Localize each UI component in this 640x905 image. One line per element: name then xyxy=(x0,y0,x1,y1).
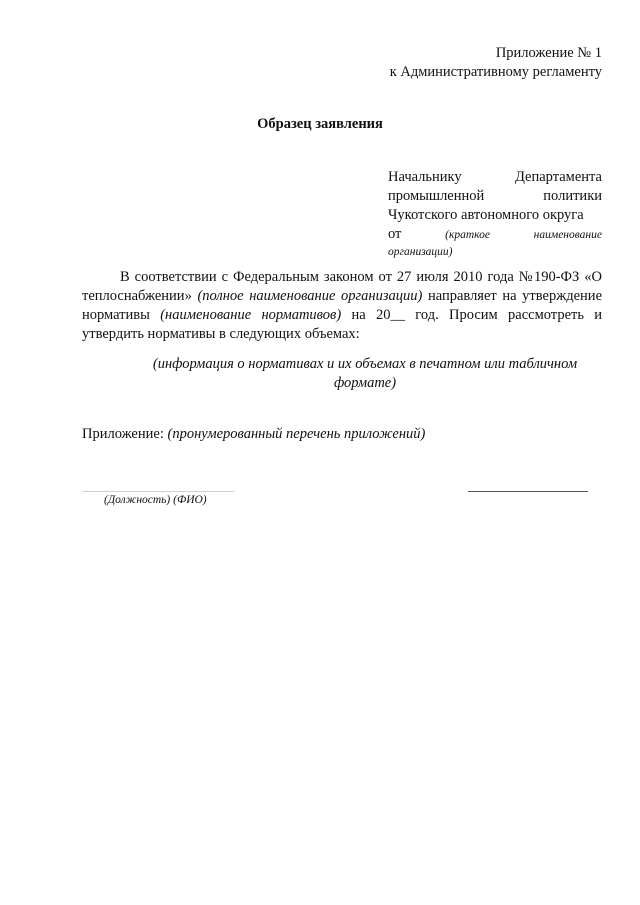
position-signature-line xyxy=(82,491,234,492)
addressee-block xyxy=(388,168,602,260)
request-text-2: направляет на утверждение нормативы xyxy=(82,288,603,323)
attachment-label: Приложение: xyxy=(82,426,164,442)
request-hint-organization: (полное наименование организации) xyxy=(197,288,423,304)
request-hint-norms: (наименование нормативов) xyxy=(160,307,342,323)
appendix-reference: к Административному регламенту xyxy=(389,64,602,80)
from-label: от xyxy=(388,226,402,242)
request-text-1: В соответствии с Федеральным законом от 27 июля 2010 года №190-ФЗ «О теплоснабжении» xyxy=(82,269,602,304)
attachment-line xyxy=(82,426,425,443)
from-hint-organization: организации) xyxy=(388,246,453,258)
from-line xyxy=(388,225,602,245)
addressee-department: Департамента xyxy=(514,169,602,185)
appendix-number: Приложение № 1 xyxy=(495,45,602,61)
from-hint-short: (краткое xyxy=(445,229,490,241)
signature-line xyxy=(468,491,588,492)
addressee-region: Чукотского автономного округа xyxy=(388,207,584,223)
addressee-policy: политики xyxy=(543,188,602,204)
request-text-3: на 20__ год. Просим рассмотреть и утвердить нормативы в следующих объемах: xyxy=(82,307,603,342)
addressee-industrial: промышленной xyxy=(388,188,485,204)
attachment-hint: (пронумерованный перечень приложений) xyxy=(167,426,426,442)
addressee-line-2 xyxy=(388,187,602,206)
document-title: Образец заявления xyxy=(257,116,383,132)
request-paragraph xyxy=(82,268,602,344)
addressee-head: Начальнику xyxy=(388,169,462,185)
from-hint-name: наименование xyxy=(533,229,602,241)
addressee-line-1 xyxy=(388,168,602,187)
norms-info-hint: (информация о нормативах и их объемах в печатном или табличном формате) xyxy=(152,356,578,391)
position-fio-hint: (Должность) (ФИО) xyxy=(104,494,207,506)
appendix-header xyxy=(390,44,602,82)
